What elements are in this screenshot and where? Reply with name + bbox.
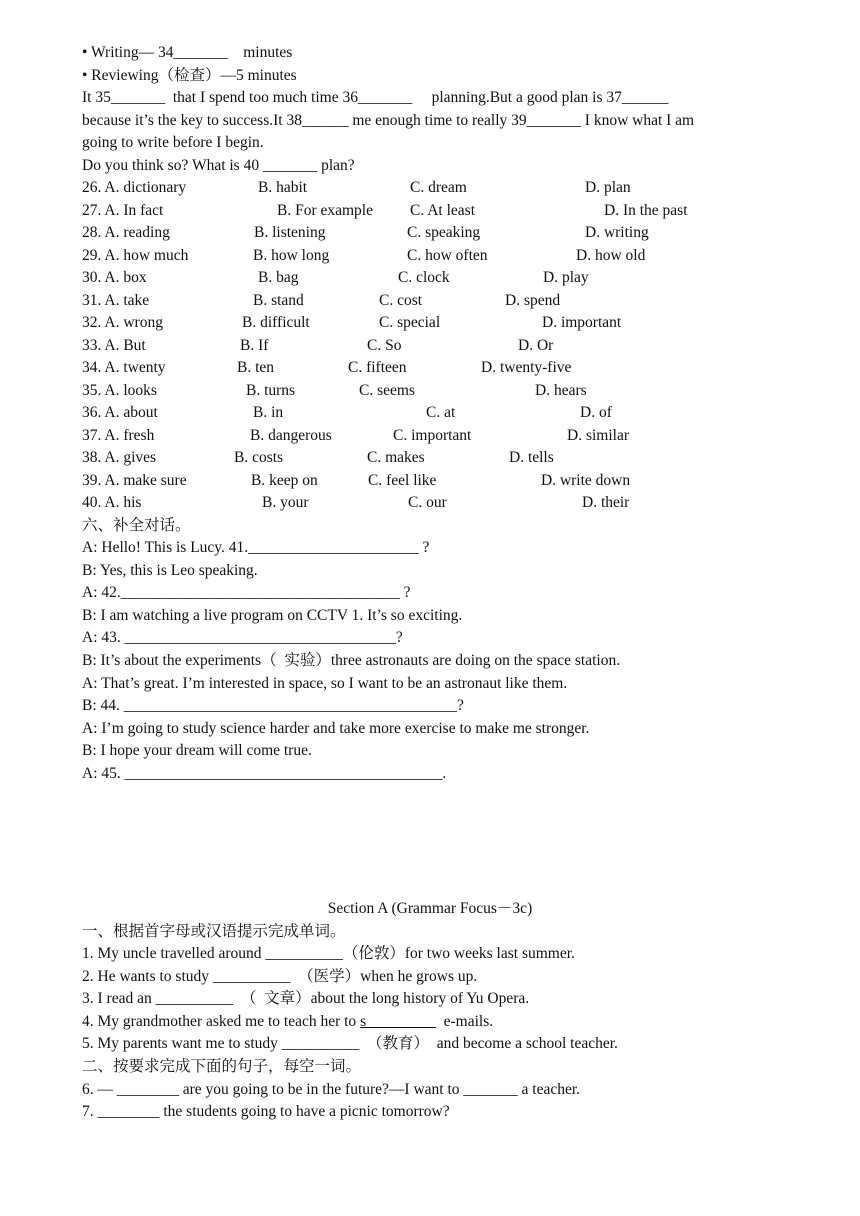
option-d: D. important	[542, 314, 622, 331]
reviewing-line: • Reviewing（检查）—5 minutes	[82, 67, 297, 84]
option-d: D. play	[543, 269, 589, 286]
option-d: D. write down	[541, 471, 631, 489]
exercise-item: 6. — ________ are you going to be in the future?—I want to _______ a teacher.	[82, 1081, 581, 1098]
option-d: D. spend	[505, 291, 561, 309]
option-c: C. speaking	[407, 224, 481, 241]
option-c: C. important	[393, 426, 472, 444]
option-c: C. clock	[398, 269, 450, 286]
option-c: C. how often	[407, 246, 488, 264]
option-b: B. If	[240, 336, 269, 354]
option-c: C. feel like	[368, 471, 437, 489]
option-d: D. writing	[585, 224, 649, 241]
option-b: B. ten	[237, 359, 275, 376]
dialog-line: B: I hope your dream will come true.	[82, 742, 312, 759]
option-b: B. habit	[258, 179, 308, 196]
dialog-line: A: Hello! This is Lucy. 41.______________________ ?	[82, 539, 430, 556]
item4-suffix: e-mails.	[435, 1013, 494, 1030]
option-a: 35. A. looks	[82, 381, 157, 399]
dialog-line: A: 42.____________________________________ ?	[82, 584, 411, 601]
option-b: B. listening	[254, 224, 326, 241]
passage-line-1: It 35_______ that I spend too much time 36_______ planning.But a good plan is 37______	[82, 89, 669, 106]
option-a: 40. A. his	[82, 494, 142, 511]
option-b: B. costs	[234, 449, 284, 466]
writing-line: • Writing— 34_______ minutes	[82, 44, 293, 61]
passage-line-2: because it’s the key to success.It 38______ me enough time to really 39_______ I know what I am	[82, 112, 695, 129]
option-a: 39. A. make sure	[82, 471, 187, 489]
option-a: 37. A. fresh	[82, 426, 155, 444]
option-b: B. For example	[277, 201, 373, 219]
option-a: 36. A. about	[82, 404, 158, 421]
dialog-line: A: That’s great. I’m interested in space, so I want to be an astronaut like them.	[82, 675, 568, 692]
option-a: 31. A. take	[82, 291, 150, 309]
option-c: C. dream	[410, 179, 467, 196]
exercise-item: 3. I read an __________ （ 文章）about the long history of Yu Opera.	[82, 990, 530, 1007]
option-d: D. plan	[585, 179, 631, 196]
option-a: 30. A. box	[82, 269, 147, 286]
option-a: 29. A. how much	[82, 246, 189, 264]
exercise-item: 7. ________ the students going to have a picnic tomorrow?	[82, 1103, 450, 1120]
passage-line-3: going to write before I begin.	[82, 134, 264, 151]
option-c: C. At least	[410, 201, 476, 219]
section-heading-2: 二、按要求完成下面的句子，每空一词。	[82, 1058, 362, 1075]
option-c: C. seems	[359, 381, 415, 399]
exercise-item: 1. My uncle travelled around __________（伦敦）for two weeks last summer.	[82, 945, 575, 962]
dialog-line: B: It’s about the experiments（ 实验）three astronauts are doing on the space station.	[82, 652, 621, 669]
option-b: B. stand	[253, 291, 304, 309]
option-c: C. So	[367, 336, 402, 354]
option-c: C. makes	[367, 449, 425, 466]
option-b: B. your	[262, 494, 309, 511]
option-b: B. dangerous	[250, 426, 332, 444]
option-d: D. tells	[509, 449, 554, 466]
option-d: D. how old	[576, 246, 646, 264]
dialog-line: B: 44. ___________________________________________?	[82, 697, 464, 714]
passage-line-4: Do you think so? What is 40 _______ plan?	[82, 157, 355, 174]
option-a: 26. A. dictionary	[82, 179, 187, 196]
option-c: C. at	[426, 404, 456, 421]
option-b: B. in	[253, 404, 284, 421]
option-a: 38. A. gives	[82, 449, 157, 466]
exercise-item: 5. My parents want me to study __________ （教育） and become a school teacher.	[82, 1035, 618, 1052]
dialog-line: B: Yes, this is Leo speaking.	[82, 562, 258, 579]
option-a: 27. A. In fact	[82, 201, 164, 219]
option-b: B. how long	[253, 246, 330, 264]
option-d: D. their	[582, 494, 630, 511]
option-b: B. bag	[258, 269, 299, 286]
option-a: 33. A. But	[82, 336, 146, 354]
dialog-line: A: 43. ___________________________________?	[82, 629, 403, 646]
dialog-heading: 六、补全对话。	[82, 517, 191, 534]
option-a: 28. A. reading	[82, 224, 170, 241]
option-c: C. fifteen	[348, 359, 407, 376]
item4-prefix: 4. My grandmother asked me to teach her to	[82, 1013, 361, 1030]
section-title: Section A (Grammar Focus－3c)	[327, 900, 533, 917]
dialog-line: A: 45. _________________________________________.	[82, 765, 447, 782]
option-b: B. keep on	[251, 471, 318, 489]
item4-blank: s_________	[360, 1013, 436, 1030]
option-d: D. Or	[518, 336, 554, 354]
exercise-item-4	[82, 1012, 493, 1032]
dialog-line: A: I’m going to study science harder and take more exercise to make me stronger.	[82, 720, 590, 737]
dialog-line: B: I am watching a live program on CCTV 1. It’s so exciting.	[82, 607, 463, 624]
option-d: D. of	[580, 404, 612, 421]
option-c: C. special	[379, 314, 441, 331]
option-a: 32. A. wrong	[82, 314, 163, 331]
option-b: B. difficult	[242, 314, 310, 331]
option-d: D. In the past	[604, 201, 688, 219]
option-c: C. our	[408, 494, 447, 511]
section-heading-1: 一、根据首字母或汉语提示完成单词。	[82, 923, 346, 940]
option-d: D. twenty-five	[481, 359, 572, 376]
option-b: B. turns	[246, 381, 296, 399]
option-a: 34. A. twenty	[82, 359, 166, 376]
exercise-item: 2. He wants to study __________ （医学）when he grows up.	[82, 968, 478, 985]
option-d: D. hears	[535, 381, 587, 399]
option-c: C. cost	[379, 291, 423, 309]
option-d: D. similar	[567, 426, 629, 444]
